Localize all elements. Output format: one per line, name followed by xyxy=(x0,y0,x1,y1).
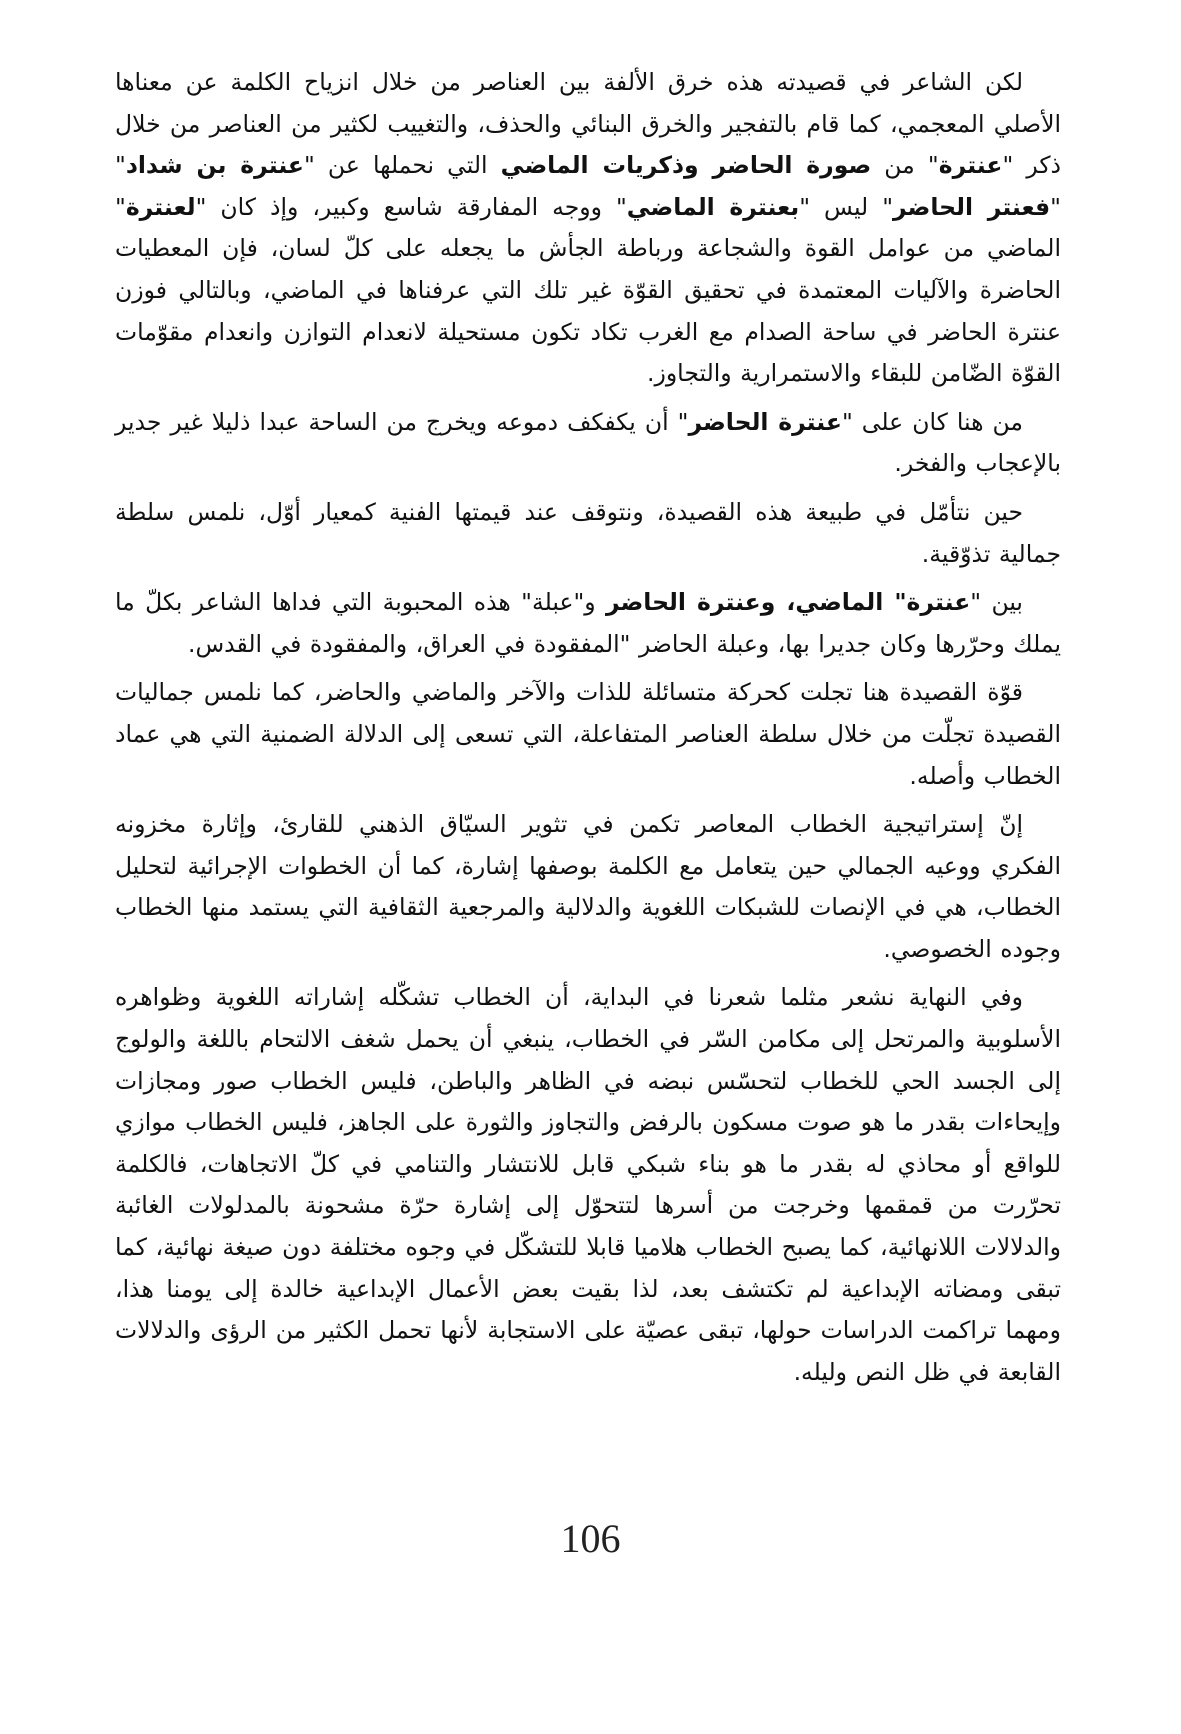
text-segment: " من xyxy=(871,151,939,180)
text-segment: لكن الشاعر في قصيدته هذه خرق الألفة بين العناصر من خلال انزياح الكلمة عن معناها الأصلي المعجمي، كما قام بالتفجير والخرق البنائي والحذف، والتغييب لكثير من العناصر من خلال ذكر " xyxy=(115,68,1061,180)
bold-text-segment: لعنترة xyxy=(125,192,196,221)
text-segment: بين " xyxy=(970,588,1023,617)
text-segment: قوّة القصيدة هنا تجلت كحركة متسائلة للذات والآخر والماضي والحاضر، كما نلمس جماليات القصيدة تجلّت من خلال سلطة العناصر المتفاعلة، التي تسعى إلى الدلالة الضمنية التي هي عماد الخطاب وأصله. xyxy=(115,678,1061,790)
paragraph xyxy=(115,672,1061,797)
text-segment: وفي النهاية نشعر مثلما شعرنا في البداية، أن الخطاب تشكّله إشاراته اللغوية وظواهره الأسلوبية والمرتحل إلى مكامن السّر في الخطاب، ينبغي أن يحمل شغف الالتحام باللغة والولوج إلى الجسد الحي للخطاب لتحسّس نبضه في الظاهر والباطن، فليس الخطاب صور ومجازات وإيحاءات بقدر ما هو صوت مسكون بالرفض والتجاوز والثورة على الجاهز، فليس الخطاب موازي للواقع أو محاذي له بقدر ما هو بناء شبكي قابل للانتشار والتنامي في كلّ الاتجاهات، فالكلمة تحرّرت من قمقمها وخرجت من أسرها لتتحوّل إلى إشارة حرّة مشحونة بالمدلولات الغائبة والدلالات اللانهائية، كما يصبح الخطاب هلاميا قابلا للتشكّل في وجوه مختلفة دون صيغة نهائية، كما تبقى ومضاته الإبداعية لم تكتشف بعد، لذا بقيت بعض الأعمال الإبداعية خالدة إلى يومنا هذا، ومهما تراكمت الدراسات حولها، تبقى عصيّة على الاستجابة لأنها تحمل الكثير من الرؤى والدلالات القابعة في ظل النص وليله. xyxy=(115,983,1061,1386)
text-segment: من هنا كان على " xyxy=(841,407,1023,436)
bold-text-segment: عنترة الحاضر xyxy=(688,407,842,436)
bold-text-segment: عنترة بن شداد xyxy=(125,151,304,180)
text-segment: التي نحملها عن " xyxy=(304,151,501,180)
paragraph xyxy=(115,492,1061,575)
text-segment: " " xyxy=(115,151,1061,221)
paragraph xyxy=(115,402,1061,485)
bold-text-segment: صورة الحاضر وذكريات الماضي xyxy=(500,151,872,180)
text-segment: " أن يكفكف دموعه ويخرج من الساحة عبدا ذليلا غير جدير بالإعجاب والفخر. xyxy=(115,407,1061,478)
paragraph xyxy=(115,977,1061,1393)
text-segment: " ليس " xyxy=(799,192,894,221)
text-segment: إنّ إستراتيجية الخطاب المعاصر تكمن في تثوير السيّاق الذهني للقارئ، وإثارة مخزونه الفكري ووعيه الجمالي حين يتعامل مع الكلمة بوصفها إشارة، كما أن الخطوات الإجرائية لتحليل الخطاب، هي في الإنصات للشبكات اللغوية والدلالية والمرجعية الثقافية التي يستمد منها الخطاب وجوده الخصوصي. xyxy=(115,810,1061,963)
text-segment: " ووجه المفارقة شاسع وكبير، وإذ كان " xyxy=(195,192,627,221)
paragraph xyxy=(115,804,1061,970)
text-segment: و"عبلة" هذه المحبوبة التي فداها الشاعر بكلّ ما يملك وحرّرها وكان جديرا بها، وعبلة الحاضر "المفقودة في العراق، والمفقودة في القدس. xyxy=(115,588,1061,658)
text-segment: حين نتأمّل في طبيعة هذه القصيدة، ونتوقف عند قيمتها الفنية كمعيار أوّل، نلمس سلطة جمالية تذوّقية. xyxy=(115,497,1061,568)
paragraph xyxy=(115,62,1061,395)
paragraph xyxy=(115,582,1061,665)
bold-text-segment: عنترة xyxy=(938,151,1003,180)
document-body xyxy=(115,62,1061,1400)
bold-text-segment: عنترة" الماضي، وعنترة الحاضر xyxy=(605,588,971,617)
bold-text-segment: بعنترة الماضي xyxy=(626,192,800,221)
bold-text-segment: فعنتر الحاضر xyxy=(893,192,1051,221)
text-segment: " الماضي من عوامل القوة والشجاعة ورباطة الجأش ما يجعله على كلّ لسان، فإن المعطيات الحاضرة والآليات المعتمدة في تحقيق القوّة غير تلك التي عرفناها في الماضي، وبالتالي فوزن عنترة الحاضر في ساحة الصدام مع الغرب تكاد تكون مستحيلة لانعدام التوازن وانعدام مقوّمات القوّة الضّامن للبقاء والاستمرارية والتجاوز. xyxy=(115,192,1061,388)
page-number: 106 xyxy=(560,1516,621,1561)
